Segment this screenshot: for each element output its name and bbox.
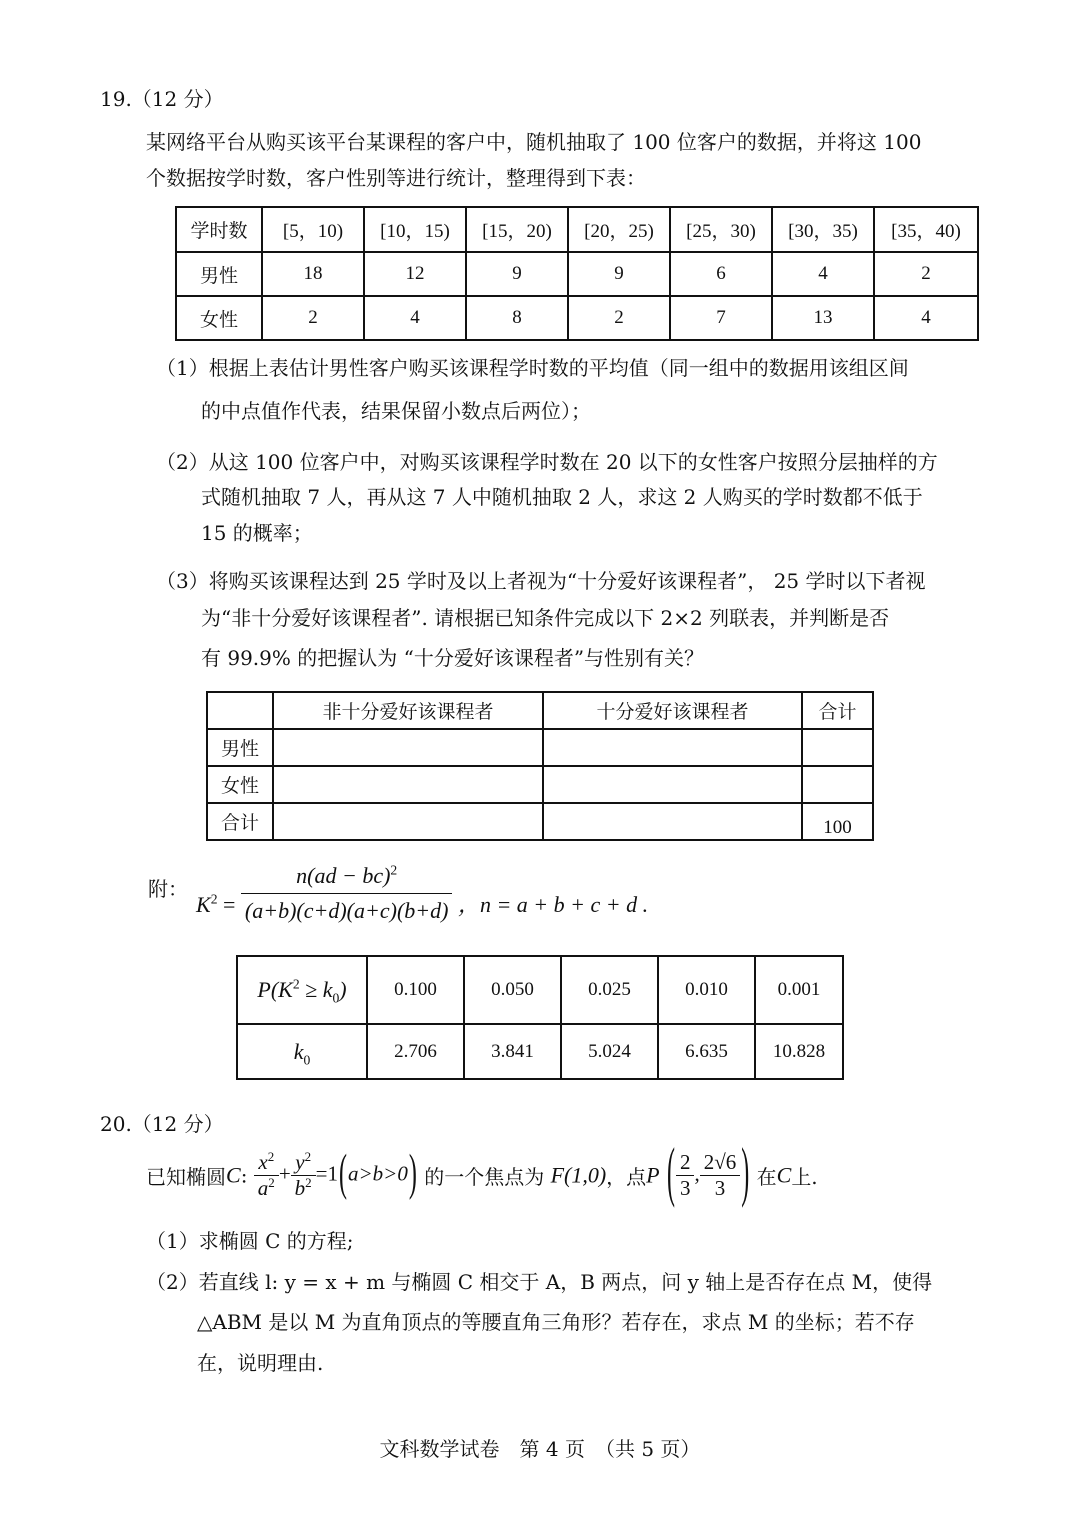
formula-equals: =: [223, 891, 236, 917]
formula-fraction: $\frac{n(ad - bc)^2}{(a+b)(c+d)(a+c)(b+d)}$: [241, 861, 453, 926]
table-cell: 0.025: [561, 956, 658, 1024]
critical-value-table: [236, 955, 844, 1080]
row-label: 合计: [207, 803, 273, 840]
study-hours-table: [175, 206, 979, 341]
ellipse-name: C: [226, 1162, 241, 1188]
appendix-label: 附：: [148, 877, 188, 901]
point-name: P: [646, 1162, 660, 1188]
table-row: [237, 1024, 843, 1079]
q20-heading: 20.（12 分）: [100, 1112, 224, 1136]
q20-part1: （1）求椭圆 C 的方程;: [146, 1229, 354, 1253]
ellipse-name-2: C: [776, 1162, 792, 1188]
q20-stem-end: 上.: [791, 1165, 818, 1189]
table-header-row: [176, 207, 978, 252]
q19-part2-line1: （2）从这 100 位客户中，对购买该课程学时数在 20 以下的女性客户按照分层抽样的方: [156, 450, 938, 474]
q19-intro-line1: 某网络平台从购买该平台某课程的客户中，随机抽取了 100 位客户的数据，并将这 100: [146, 130, 922, 154]
row-label: 男性: [207, 729, 273, 766]
table-header-cell: [35，40): [874, 207, 978, 252]
q19-intro-line2: 个数据按学时数，客户性别等进行统计，整理得到下表：: [146, 166, 646, 190]
table-cell: 8: [466, 296, 568, 340]
table-header-cell: [207, 692, 273, 729]
formula-numerator: n(ad − bc): [296, 863, 391, 888]
table-row: [176, 252, 978, 296]
table-cell: [802, 729, 873, 766]
q19-part3-line2: 为“非十分爱好该课程者”. 请根据已知条件完成以下 2×2 列联表，并判断是否: [201, 606, 890, 630]
table-header-cell: 非十分爱好该课程者: [273, 692, 543, 729]
table-row: [237, 956, 843, 1024]
table-cell: 0.050: [464, 956, 561, 1024]
q20-stem: 已知椭圆C: $\frac{x^2}{a^2}$ + $\frac{y^2}{b^2}$ =1(a>b>0) 的一个焦点为 F(1,0)，点P ( $\frac{2}{3}$ , $\frac{2√6}{3}$ ) 在C上.: [146, 1137, 818, 1211]
table-cell: 2: [874, 252, 978, 296]
q20-part2-line3: 在，说明理由.: [197, 1351, 324, 1375]
q19-part2-line3: 15 的概率；: [201, 521, 313, 545]
table-cell: 5.024: [561, 1024, 658, 1079]
table-cell: [273, 803, 543, 840]
q19-part3-line3: 有 99.9% 的把握认为 “十分爱好该课程者”与性别有关？: [201, 646, 705, 670]
table-cell: 0.001: [755, 956, 843, 1024]
point-coordinates: ( $\frac{2}{3}$ , $\frac{2√6}{3}$ ): [666, 1137, 750, 1211]
table-cell: 3.841: [464, 1024, 561, 1079]
table-cell: 0.100: [367, 956, 464, 1024]
table-row: [207, 766, 873, 803]
table-cell: 4: [772, 252, 874, 296]
q19-part1-line2: 的中点值作代表，结果保留小数点后两位）；: [201, 399, 591, 423]
table-cell: 9: [466, 252, 568, 296]
table-cell: [543, 803, 802, 840]
table-header-cell: [5，10): [262, 207, 364, 252]
table-cell: 7: [670, 296, 772, 340]
table-header-row: [207, 692, 873, 729]
table-header-cell: [15，20): [466, 207, 568, 252]
table-cell: 2: [262, 296, 364, 340]
table-cell: 2.706: [367, 1024, 464, 1079]
table-cell: 13: [772, 296, 874, 340]
row-label-k0: $k_0$: [237, 1024, 367, 1079]
table-cell: 2: [568, 296, 670, 340]
table-header-cell: 学时数: [176, 207, 262, 252]
row-label: 女性: [176, 296, 262, 340]
table-header-cell: 合计: [802, 692, 873, 729]
row-label: 女性: [207, 766, 273, 803]
q20-part2-line2: △ABM 是以 M 为直角顶点的等腰直角三角形？若存在，求点 M 的坐标；若不存: [197, 1310, 915, 1334]
page-footer: 文科数学试卷 第 4 页 （共 5 页）: [379, 1437, 701, 1461]
q19-heading: 19.（12 分）: [100, 87, 224, 111]
table-cell: 4: [364, 296, 466, 340]
q20-stem-mid2: ，点: [606, 1165, 647, 1189]
table-cell: [802, 766, 873, 803]
q20-stem-prefix: 已知椭圆: [146, 1165, 226, 1189]
table-cell: [543, 729, 802, 766]
table-row: [207, 729, 873, 766]
chi-square-formula: $K^2$ = $\frac{n(ad - bc)^2}{(a+b)(c+d)(a+c)(b+d)}$ ，n = a + b + c + d .: [196, 856, 648, 921]
formula-tail: ，n = a + b + c + d .: [457, 891, 649, 917]
q20-stem-tail: 在: [756, 1165, 777, 1189]
table-cell: 4: [874, 296, 978, 340]
row-label-probability: $P(K^2 \ge k_0)$: [237, 956, 367, 1024]
total-cell: 100: [802, 803, 873, 840]
table-header-cell: [30，35): [772, 207, 874, 252]
table-cell: [273, 766, 543, 803]
table-cell: 12: [364, 252, 466, 296]
table-cell: [273, 729, 543, 766]
table-row: [176, 296, 978, 340]
table-cell: 9: [568, 252, 670, 296]
ellipse-equation: $\frac{x^2}{a^2}$ + $\frac{y^2}{b^2}$ =1(a>b>0): [254, 1150, 418, 1201]
row-label: 男性: [176, 252, 262, 296]
table-cell: 6: [670, 252, 772, 296]
table-cell: 6.635: [658, 1024, 755, 1079]
table-cell: 10.828: [755, 1024, 843, 1079]
table-cell: 0.010: [658, 956, 755, 1024]
table-cell: [543, 766, 802, 803]
formula-k2: K: [196, 891, 211, 917]
table-row: [207, 803, 873, 840]
q19-part3-line1: （3）将购买该课程达到 25 学时及以上者视为“十分爱好该课程者”， 25 学时以下者视: [156, 569, 926, 593]
q19-part2-line2: 式随机抽取 7 人，再从这 7 人中随机抽取 2 人，求这 2 人购买的学时数都不低于: [201, 485, 923, 509]
table-header-cell: 十分爱好该课程者: [543, 692, 802, 729]
table-header-cell: [20，25): [568, 207, 670, 252]
table-cell: 18: [262, 252, 364, 296]
table-header-cell: [10，15): [364, 207, 466, 252]
formula-denominator: (a+b)(c+d)(a+c)(b+d): [241, 893, 453, 926]
q19-part1-line1: （1）根据上表估计男性客户购买该课程学时数的平均值（同一组中的数据用该组区间: [156, 356, 909, 380]
focus: F(1,0): [550, 1162, 607, 1188]
table-header-cell: [25，30): [670, 207, 772, 252]
contingency-table: [206, 691, 874, 841]
q20-stem-mid1: 的一个焦点为: [424, 1165, 545, 1189]
q20-part2-line1: （2）若直线 l: y = x + m 与椭圆 C 相交于 A，B 两点，问 y 轴上是否存在点 M，使得: [146, 1270, 933, 1294]
